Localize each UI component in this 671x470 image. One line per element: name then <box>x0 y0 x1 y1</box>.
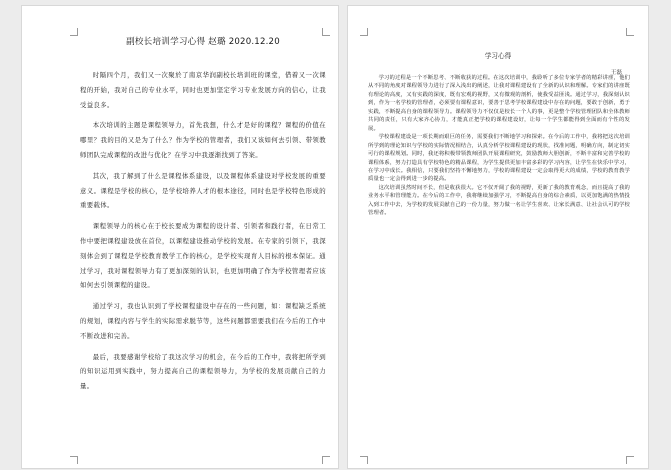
document-page-2 <box>348 6 648 468</box>
paragraph: 通过学习，我也认识到了学校课程建设中存在的一些问题，如：课程缺乏系统的规划，课程内容与学生的实际需求脱节等，这些问题都需要我们在今后的工作中不断改进和完善。 <box>80 302 326 340</box>
page-title: 副校长培训学习心得 赵璐 2020.12.20 <box>126 37 280 47</box>
paragraph: 这次培训虽然时间不长，但是收获很大。它不仅开阔了我的视野，更新了我的教育观念，而且提高了我的业务水平和管理能力。在今后的工作中，我将继续加强学习，不断提高自身的综合素质，以更加饱满的热情投入到工作中去，为学校的发展贡献自己的一份力量，努力做一名让学生喜欢、让家长满意、让社会认可的学校管理者。 <box>368 184 630 217</box>
paragraph: 时隔四个月，我们又一次聚於了南京华润副校长培训班的课堂，借着又一次课程的开始，我对自己的专业水平，同时也更加坚定学习专业发展方向的信心，让我受益良多。 <box>80 71 326 109</box>
paragraph: 课程领导力的核心在于校长要成为课程的设计者、引领者和践行者，在日常工作中要把课程建设放在首位，以课程建设推动学校的发展。在专家的引领下，我深刻体会到了课程是学校教育教学工作的核心，是学校实现育人目标的根本保证。通过学习，我对课程领导力有了更加深刻的认识，也更加明确了作为学校管理者应该如何去引领课程的建设。 <box>80 222 326 290</box>
crop-mark-bottom-right <box>626 456 634 464</box>
crop-mark-bottom-right <box>322 456 330 464</box>
paragraph: 最后，我要感谢学校给了我这次学习的机会，在今后的工作中，我将把所学到的知识运用到实践中，努力提高自己的课程领导力，为学校的发展贡献自己的力量。 <box>80 352 326 391</box>
crop-mark-top-right <box>626 28 634 36</box>
document-body[interactable] <box>368 74 630 218</box>
crop-mark-bottom-left <box>360 456 368 464</box>
crop-mark-top-left <box>70 28 78 36</box>
paragraph: 学习的过程是一个不断思考、不断收获的过程。在这次培训中，我聆听了多位专家学者的精彩讲座，他们从不同的角度对课程领导力进行了深入浅出的阐述，让我对课程建设有了全新的认识和理解。专家们的讲座既有理论的高度，又有实践的深度，既有宏观的视野，又有微观的剖析，使我受益匪浅。通过学习，我深刻认识到，作为一名学校的管理者，必须要有课程意识，要善于思考学校课程建设中存在的问题，要敢于创新，勇于实践，不断提高自身的课程领导力。课程领导力不仅仅是校长一个人的事，更是整个学校管理团队和全体教师共同的责任，只有大家齐心协力，才能真正把学校的课程建设好，让每一个学生都能得到全面而有个性的发展。 <box>368 75 630 132</box>
paragraph: 学校课程建设是一项长期而艰巨的任务，需要我们不断地学习和探索。在今后的工作中，我将把这次培训所学到的理论知识与学校的实际情况相结合，认真分析学校课程建设的现状，找准问题，明确方向，制定切实可行的课程规划。同时，我还将积极带领教师团队开展课程研究，鼓励教师大胆创新，不断丰富和完善学校的课程体系，努力打造具有学校特色的精品课程，为学生提供更加丰富多彩的学习内容，让学生在快乐中学习，在学习中成长。我相信，只要我们坚持不懈地努力，学校的课程建设一定会取得更大的成绩，学校的教育教学质量也一定会得到进一步的提高。 <box>368 134 630 183</box>
crop-mark-top-left <box>360 28 368 36</box>
paragraph: 本次培训的主题是课程领导力，首先我想，什么才是好的课程？课程的价值在哪里？我的目的又是为了什么？作为学校的管理者，我们又该如何去引领、带领教师团队完成课程的改进与优化？在学习中我逐渐找到了答案。 <box>80 121 326 159</box>
document-body[interactable] <box>80 68 326 400</box>
crop-mark-bottom-left <box>70 456 78 464</box>
page-title: 学习心得 <box>484 52 512 60</box>
document-page-1 <box>22 6 338 468</box>
paragraph: 其次，我了解到了什么是课程体系建设，以及课程体系建设对学校发展的重要意义。课程是学校的核心，是学校培养人才的根本途径，同时也是学校特色形成的重要载体。 <box>80 171 326 210</box>
author-name: 王磊 <box>610 70 622 76</box>
